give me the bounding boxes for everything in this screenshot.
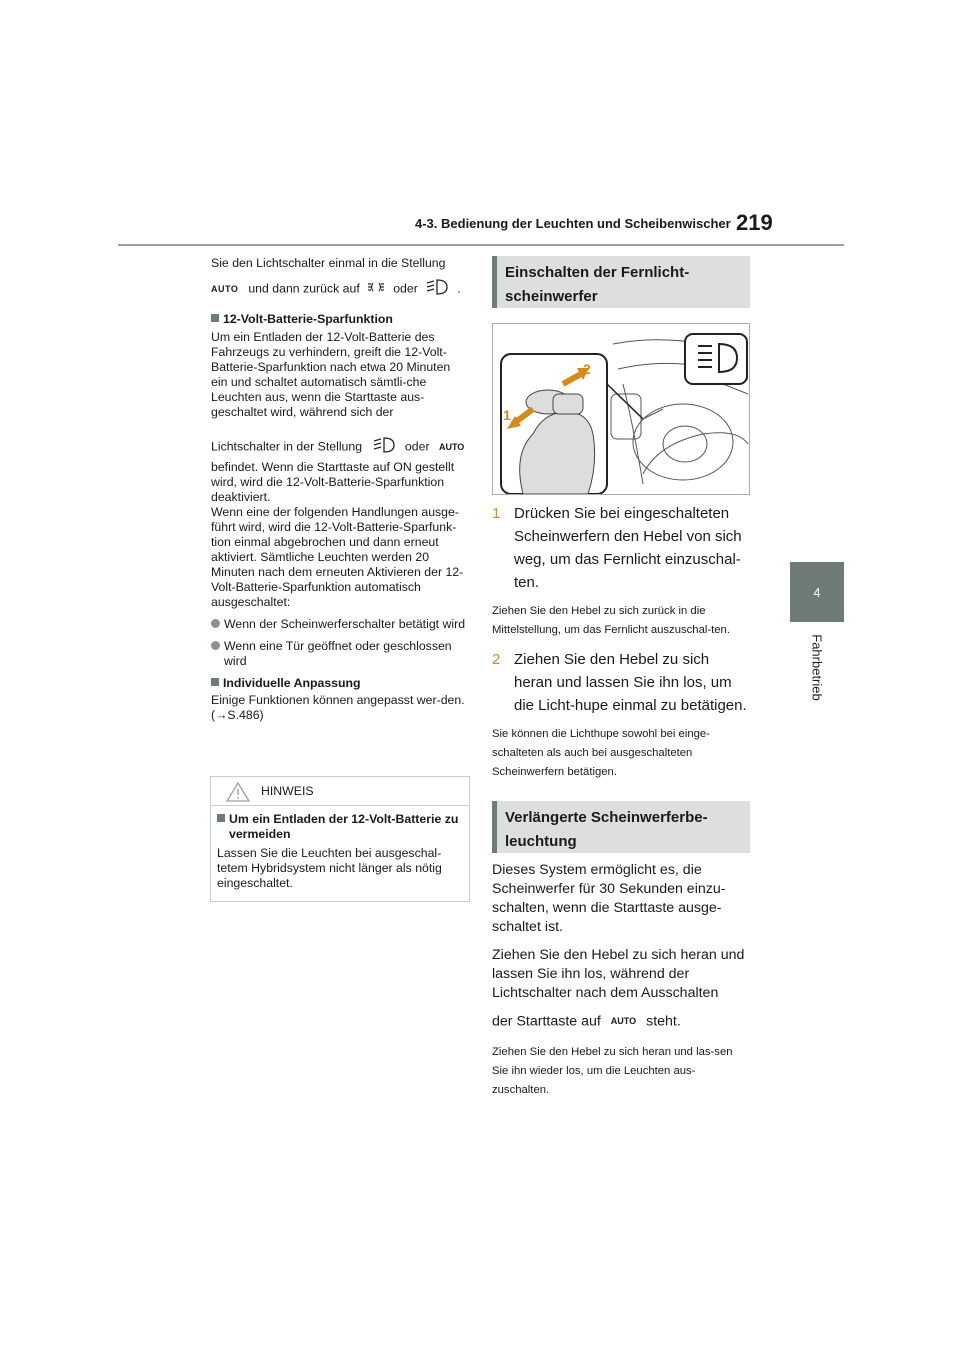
bullet-item: Wenn eine Tür geöffnet oder geschlossen wird xyxy=(211,639,469,669)
extended-lighting-text xyxy=(492,861,750,1100)
notice-header xyxy=(211,777,469,806)
paragraph: Dieses System ermöglicht es, die Scheinwerfer für 30 Sekunden einzu-schalten, wenn die Starttaste ausge-schaltet ist. xyxy=(492,862,726,935)
notice-heading: Um ein Entladen der 12-Volt-Batterie zu vermeiden xyxy=(217,812,463,842)
intro-text-a: und dann zurück auf xyxy=(248,281,360,296)
paragraph-note: Ziehen Sie den Hebel zu sich heran und las-sen Sie ihn wieder los, um die Leuchten aus-zuschalten. xyxy=(492,1046,733,1097)
header-rule xyxy=(118,244,844,246)
intro-text-b: oder xyxy=(393,281,418,296)
notice-body xyxy=(217,812,463,891)
intro-line-2 xyxy=(211,278,469,300)
step-2 xyxy=(492,648,750,717)
round-bullet-icon xyxy=(211,619,220,628)
battery-text-4: Wenn eine der folgenden Handlungen ausge-führt wird, wird die 12-Volt-Batterie-Sparfunk-tion einmal abgebrochen und dann erneut aktiviert. Sämtliche Leuchten werden 20 Minuten nach dem erneuten Aktivieren der 12-Volt-Batterie-Sparfunktion automatisch ausgeschaltet: xyxy=(211,505,464,609)
step-text: Ziehen Sie den Hebel zu sich heran und lassen Sie ihn los, um die Licht-hupe einmal zu betätigen. xyxy=(514,651,747,714)
parking-light-icon xyxy=(367,280,385,298)
lever-illustration xyxy=(492,323,750,495)
low-beam-icon xyxy=(372,436,396,458)
step-1 xyxy=(492,502,750,594)
square-bullet-icon xyxy=(217,814,225,822)
battery-line-2 xyxy=(211,436,469,458)
chapter-number: 4 xyxy=(813,584,821,600)
intro-text xyxy=(211,256,469,271)
intro-line-1: Sie den Lichtschalter einmal in die Stellung xyxy=(211,256,446,270)
paragraph-text-b: steht. xyxy=(646,1013,681,1030)
section-title: 4-3. Bedienung der Leuchten und Scheibenwischer xyxy=(415,216,731,231)
battery-section-rest xyxy=(211,460,469,723)
arrow-label-2: 2 xyxy=(583,361,591,377)
battery-text-2b: oder xyxy=(404,439,430,454)
step-number: 2 xyxy=(492,651,501,668)
battery-text-2a: Lichtschalter in der Stellung xyxy=(211,439,363,454)
step-text: Drücken Sie bei eingeschalteten Scheinwerfern den Hebel von sich weg, um das Fernlicht einzuschal-ten. xyxy=(514,505,742,591)
chapter-label: Fahrbetrieb xyxy=(809,634,825,701)
chapter-tab[interactable] xyxy=(790,562,844,622)
caution-triangle-icon xyxy=(225,781,251,808)
battery-heading: 12-Volt-Batterie-Sparfunktion xyxy=(211,312,469,327)
custom-heading: Individuelle Anpassung xyxy=(211,676,469,691)
arrow-label-1: 1 xyxy=(503,407,511,423)
section-heading-extended-lighting: Verlängerte Scheinwerferbe-leuchtung xyxy=(492,801,750,853)
notice-title: HINWEIS xyxy=(261,784,314,798)
notice-box xyxy=(210,776,470,902)
paragraph: Ziehen Sie den Hebel zu sich heran und lassen Sie ihn los, während der Lichtschalter nach dem Ausschalten xyxy=(492,947,745,1001)
paragraph xyxy=(492,1012,750,1031)
square-bullet-icon xyxy=(211,678,219,686)
paragraph-text-a: der Starttaste auf xyxy=(492,1013,601,1030)
auto-icon: AUTO xyxy=(211,283,239,294)
intro-text-c: . xyxy=(457,281,461,296)
round-bullet-icon xyxy=(211,641,220,650)
battery-text-3: befindet. Wenn die Starttaste auf ON gestellt wird, wird die 12-Volt-Batterie-Sparfunktion deaktiviert. xyxy=(211,460,455,504)
notice-text: Lassen Sie die Leuchten bei ausgeschal-tetem Hybridsystem nicht länger als nötig eingeschaltet. xyxy=(217,846,442,890)
step-1-note: Ziehen Sie den Hebel zu sich zurück in die Mittelstellung, um das Fernlicht auszuschal-ten. xyxy=(492,605,730,636)
battery-section xyxy=(211,312,469,420)
page-number: 219 xyxy=(736,210,773,235)
step-2-note: Sie können die Lichthupe sowohl bei einge-schalteten als auch bei ausgeschalteten Scheinwerfern betätigen. xyxy=(492,728,710,778)
lever-illustration-drawing xyxy=(493,324,749,494)
step-number: 1 xyxy=(492,505,501,522)
right-column-steps xyxy=(492,502,750,782)
auto-icon: AUTO xyxy=(610,1016,637,1026)
low-beam-icon xyxy=(425,278,449,300)
section-heading-high-beam: Einschalten der Fernlicht-scheinwerfer xyxy=(492,256,750,308)
battery-text-1: Um ein Entladen der 12-Volt-Batterie des Fahrzeugs zu verhindern, greift die 12-Volt-Batterie-Sparfunktion nach etwa 20 Minuten ein und schaltet automatisch sämtli-che Leuchten aus, wenn die Starttaste aus-geschaltet wird, während sich der xyxy=(211,330,451,419)
square-bullet-icon xyxy=(211,314,219,322)
custom-text: Einige Funktionen können angepasst wer-den. (→S.486) xyxy=(211,693,465,722)
bullet-item: Wenn der Scheinwerferschalter betätigt wird xyxy=(211,617,469,632)
auto-icon: AUTO xyxy=(438,441,465,452)
